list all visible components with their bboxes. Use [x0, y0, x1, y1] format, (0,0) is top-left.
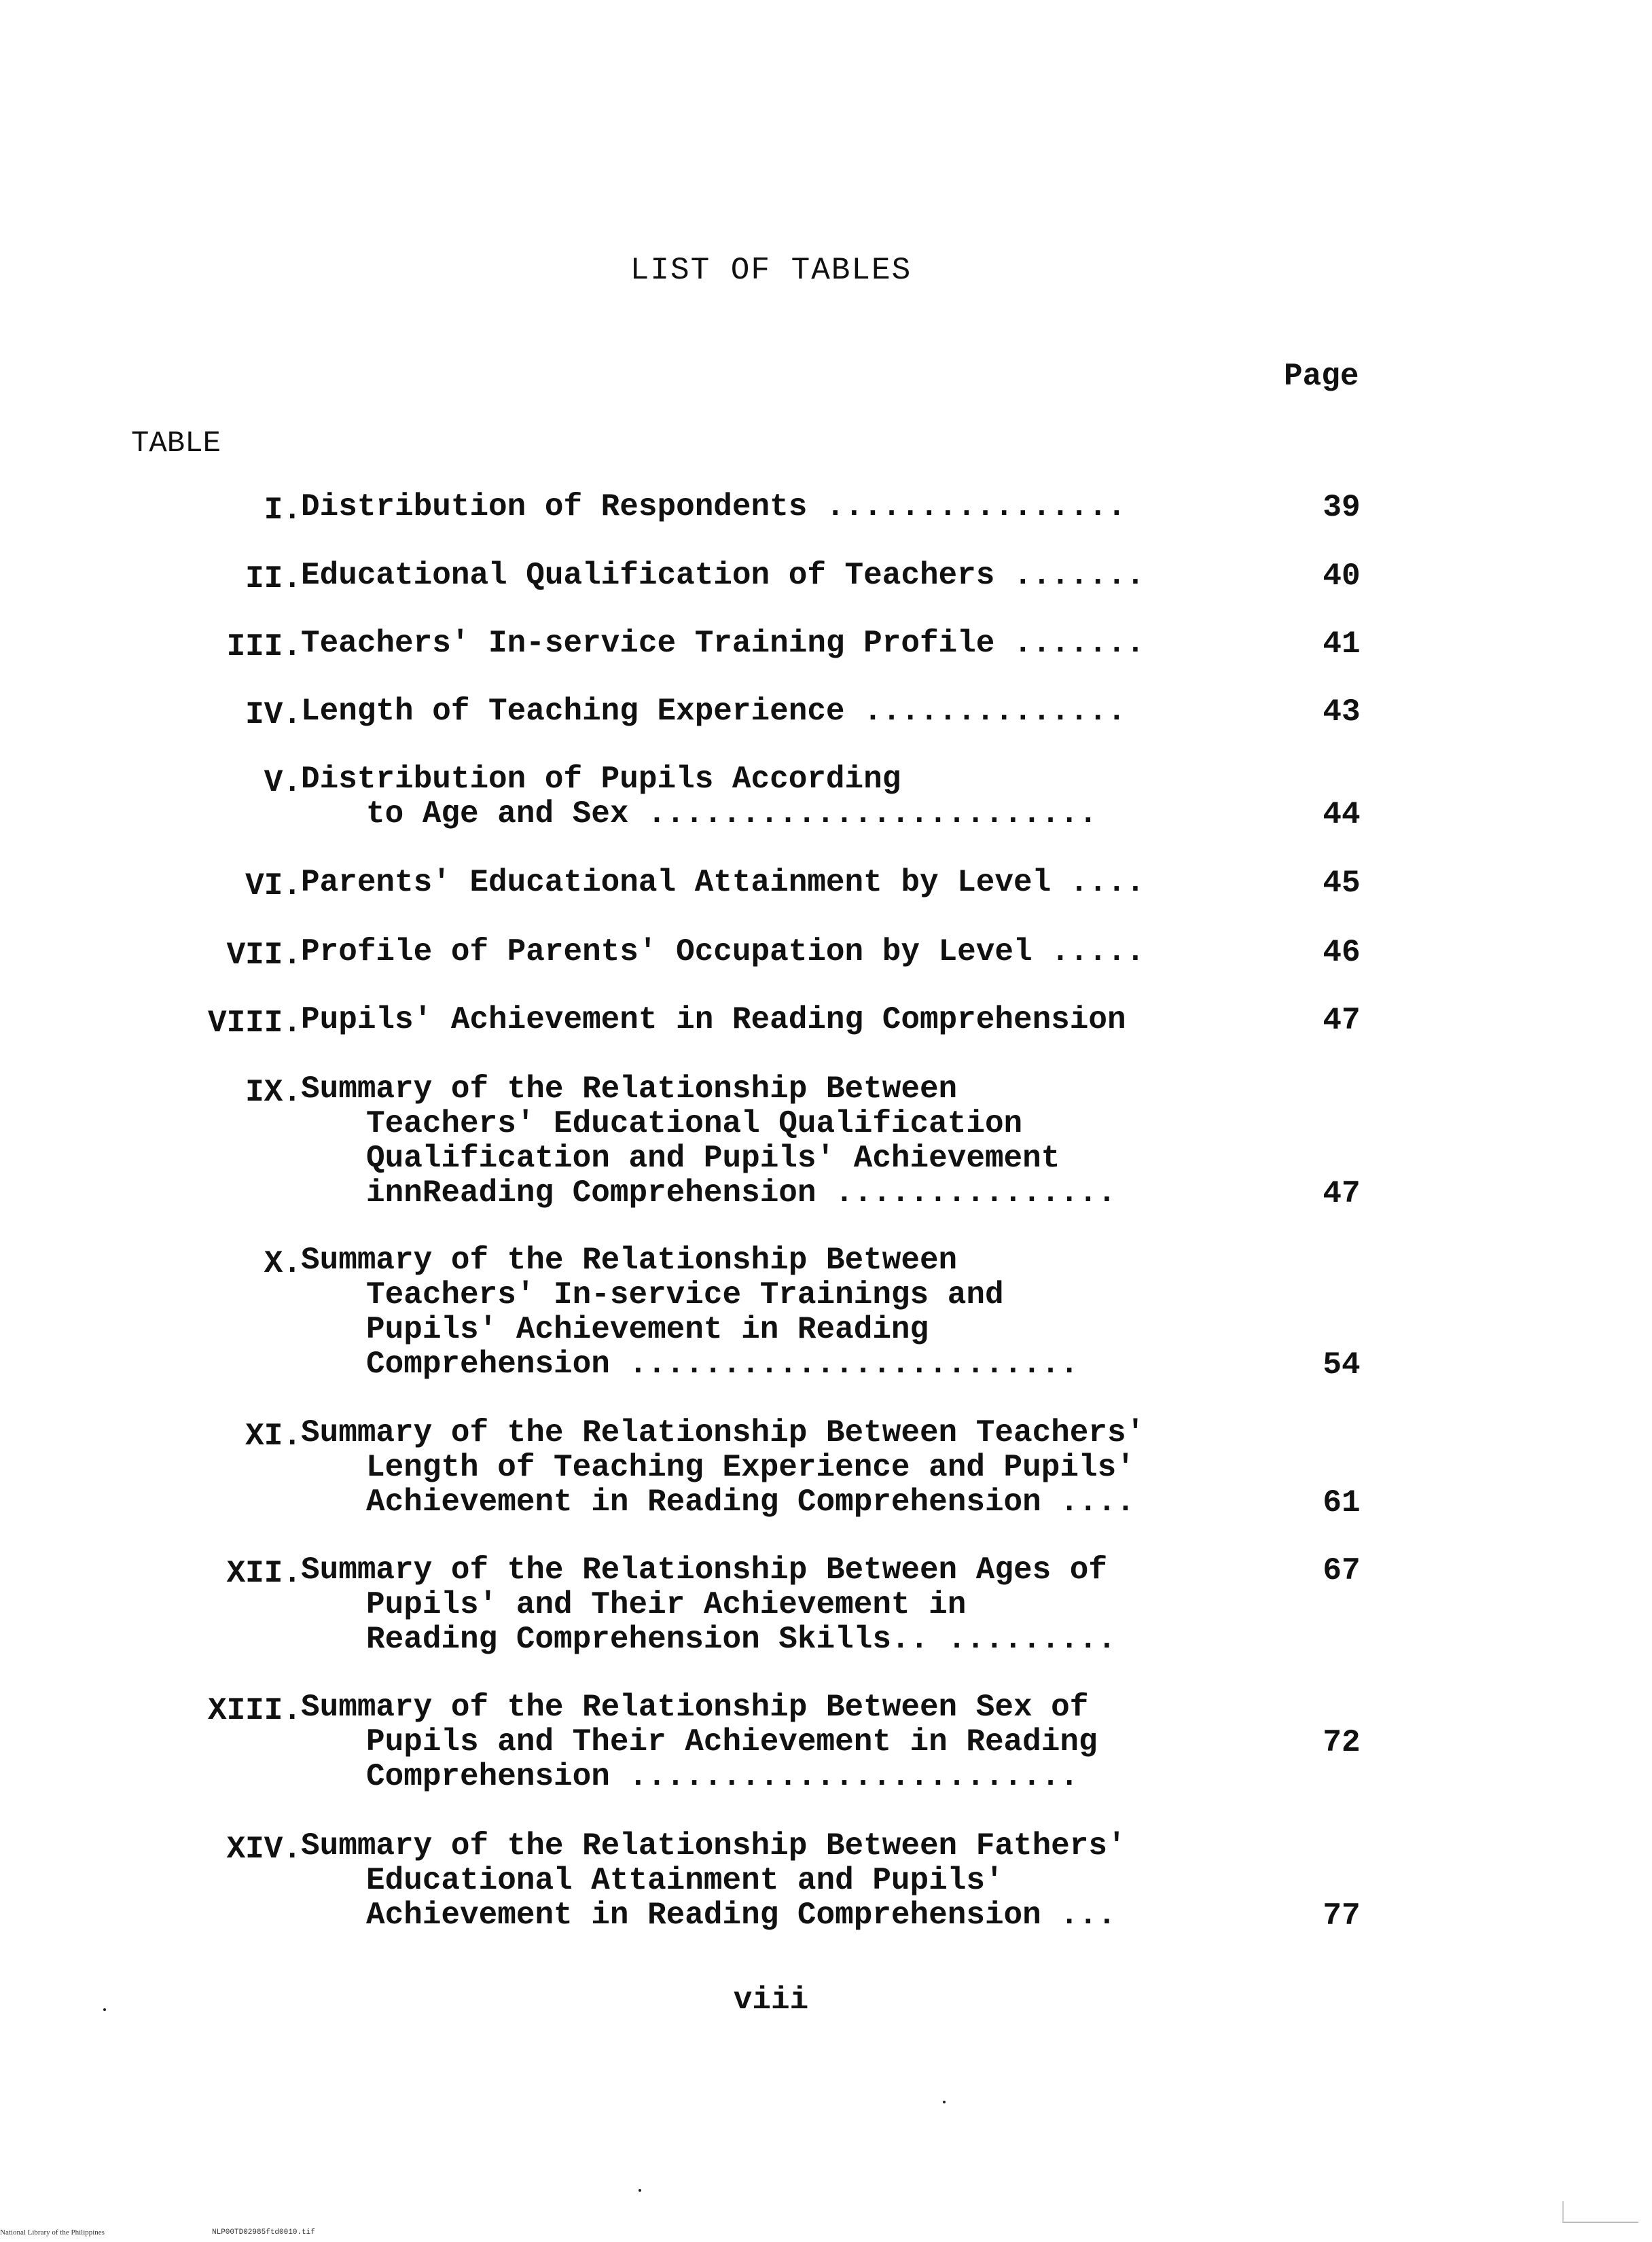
- table-entry-page: 43: [1323, 694, 1361, 730]
- table-entry-title: [301, 1416, 1279, 1520]
- page-column-header: Page: [1284, 359, 1359, 394]
- table-entry-page: 77: [1323, 1898, 1361, 1934]
- table-entry-number: I.: [264, 493, 302, 528]
- table-entry-title: [301, 558, 1279, 593]
- table-entry-number: III.: [226, 629, 302, 664]
- scan-corner-mark: [1562, 2201, 1638, 2223]
- table-entry-title: [301, 626, 1279, 661]
- table-entry-title: [301, 490, 1279, 524]
- table-entry-title: [301, 1553, 1279, 1657]
- table-entry-title-line: Teachers' Educational Qualification: [366, 1106, 1023, 1141]
- table-entry-title-line: Pupils' Achievement in Reading: [366, 1312, 929, 1347]
- table-entry-title: [301, 762, 1279, 832]
- table-entry-title-line: Parents' Educational Attainment by Level ....: [301, 865, 1145, 900]
- table-entry-number: VII.: [226, 938, 302, 973]
- scan-speck: [943, 2101, 946, 2103]
- table-entry-title-line: Distribution of Respondents ................: [301, 489, 1126, 524]
- table-entry-title-line: Teachers' In-service Training Profile .......: [301, 626, 1145, 661]
- table-entry-number: X.: [264, 1246, 302, 1281]
- table-entry-number: XII.: [226, 1556, 302, 1591]
- table-entry-number: VI.: [245, 868, 302, 904]
- table-entry-number: VIII.: [207, 1006, 302, 1041]
- table-entry-title-line: Educational Qualification of Teachers .......: [301, 558, 1145, 593]
- scan-speck: [103, 2008, 106, 2011]
- table-entry-number: II.: [245, 561, 302, 597]
- page-number: viii: [733, 1982, 809, 2018]
- table-entry-page: 72: [1323, 1725, 1361, 1760]
- table-column-header: TABLE: [131, 427, 221, 461]
- table-entry-title-line: Pupils' and Their Achievement in: [366, 1587, 967, 1622]
- table-entry-title-line: Length of Teaching Experience ..............: [301, 694, 1126, 729]
- table-entry-title-line: Summary of the Relationship Between: [301, 1243, 958, 1278]
- table-entry-title-line: Teachers' In-service Trainings and: [366, 1277, 1004, 1313]
- table-entry-title-line: Summary of the Relationship Between Sex of: [301, 1690, 1089, 1725]
- table-entry-title: [301, 866, 1279, 900]
- table-entry-title-line: Achievement in Reading Comprehension ...: [366, 1898, 1117, 1933]
- table-entry-page: 67: [1323, 1553, 1361, 1588]
- table-entry-page: 40: [1323, 558, 1361, 594]
- table-entry-page: 47: [1323, 1176, 1361, 1211]
- table-entry-number: XI.: [245, 1419, 302, 1454]
- table-entry-title-line: Qualification and Pupils' Achievement: [366, 1141, 1060, 1176]
- table-entry-title-line: innReading Comprehension ...............: [366, 1175, 1117, 1211]
- table-entry-page: 39: [1323, 490, 1361, 525]
- page-title: LIST OF TABLES: [630, 253, 912, 288]
- table-entry-page: 54: [1323, 1347, 1361, 1383]
- file-name-watermark: NLP00TD02985ftd0010.tif: [212, 2228, 315, 2237]
- table-entry-number: XIV.: [226, 1832, 302, 1867]
- table-entry-page: 44: [1323, 797, 1361, 832]
- table-entry-title-line: Profile of Parents' Occupation by Level .....: [301, 934, 1145, 969]
- table-entry-title: [301, 1003, 1279, 1037]
- table-entry-page: 41: [1323, 626, 1361, 662]
- table-entry-title: [301, 1072, 1279, 1211]
- table-entry-title: [301, 694, 1279, 729]
- library-watermark: National Library of the Philippines: [0, 2228, 105, 2237]
- table-entry-title-line: Reading Comprehension Skills.. .........: [366, 1622, 1117, 1657]
- table-entry-title-line: Length of Teaching Experience and Pupils': [366, 1450, 1135, 1485]
- table-entry-title-line: to Age and Sex ........................: [366, 796, 1098, 832]
- table-entry-page: 46: [1323, 935, 1361, 970]
- table-entry-number: XIII.: [207, 1693, 302, 1728]
- table-entry-page: 61: [1323, 1485, 1361, 1520]
- table-entry-title-line: Summary of the Relationship Between: [301, 1071, 958, 1107]
- table-entry-title: [301, 1690, 1279, 1794]
- table-entry-page: 47: [1323, 1003, 1361, 1038]
- table-entry-page: 45: [1323, 866, 1361, 901]
- table-entry-title-line: Summary of the Relationship Between Fathers': [301, 1828, 1126, 1864]
- table-entry-title-line: Comprehension ........................: [366, 1759, 1079, 1794]
- table-entry-title: [301, 1829, 1279, 1933]
- table-entry-number: IX.: [245, 1075, 302, 1110]
- table-entry-number: V.: [264, 765, 302, 800]
- table-entry-title-line: Comprehension ........................: [366, 1347, 1079, 1382]
- table-entry-title-line: Summary of the Relationship Between Ages of: [301, 1552, 1107, 1588]
- table-entry-title-line: Educational Attainment and Pupils': [366, 1863, 1004, 1898]
- table-entry-title-line: Distribution of Pupils According: [301, 762, 901, 797]
- table-entry-title-line: Achievement in Reading Comprehension ....: [366, 1484, 1135, 1520]
- table-entry-title: [301, 935, 1279, 969]
- table-entry-title-line: Pupils and Their Achievement in Reading: [366, 1724, 1098, 1760]
- table-entry-number: IV.: [245, 697, 302, 732]
- table-entry-title-line: Summary of the Relationship Between Teachers': [301, 1415, 1145, 1451]
- scan-speck: [639, 2189, 641, 2192]
- table-entry-title: [301, 1243, 1279, 1382]
- table-entry-title-line: Pupils' Achievement in Reading Comprehension: [301, 1002, 1126, 1037]
